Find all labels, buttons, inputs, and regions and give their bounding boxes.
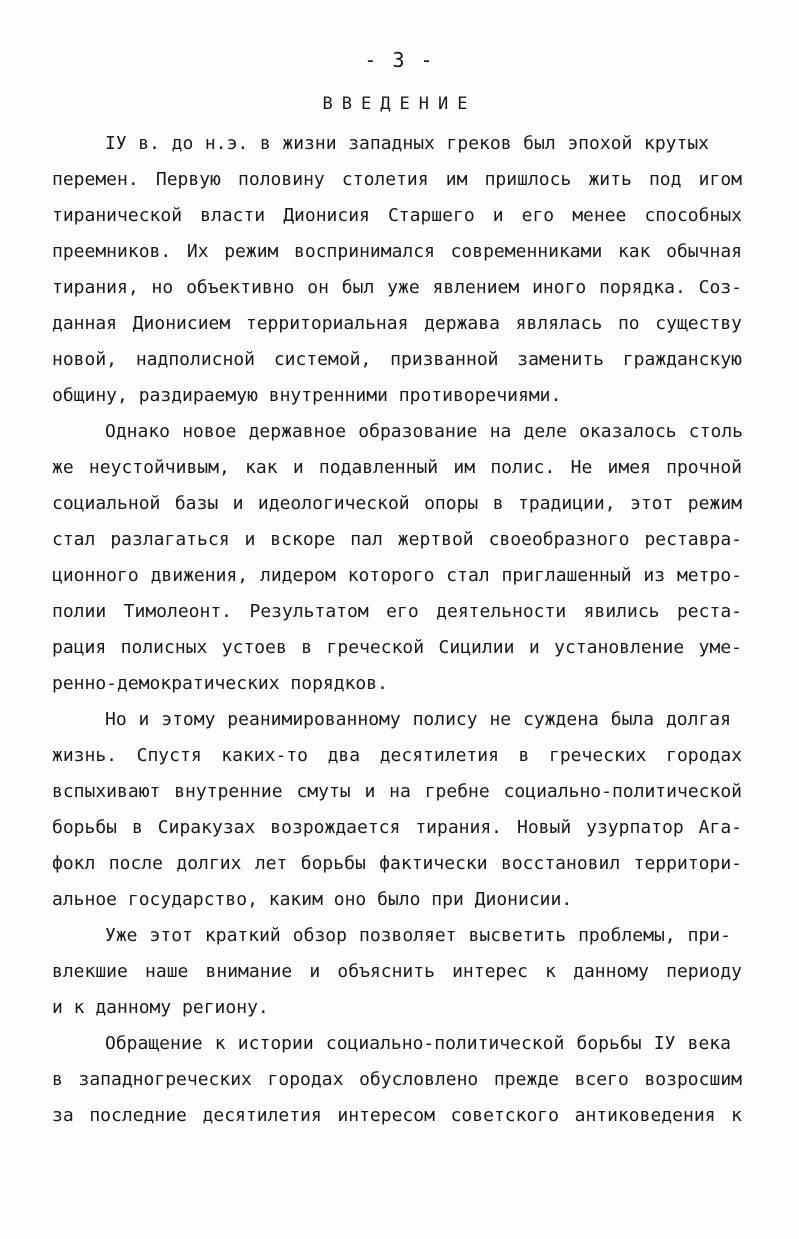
text-line: альное государство, каким оно было при Дионисии.: [52, 889, 573, 910]
section-heading: ВВЕДЕНИЕ: [322, 94, 477, 114]
text-line: жизнь. Спустя каких-то два десятилетия в греческих городах: [52, 745, 742, 766]
text-line: IУ в. до н.э. в жизни западных греков был эпохой крутых: [105, 133, 709, 154]
text-line: тиранической власти Дионисия Старшего и его менее способных: [52, 205, 742, 226]
page-number: - 3 -: [364, 48, 435, 72]
text-line: Однако новое державное образование на деле оказалось столь: [105, 421, 743, 442]
text-line: общину, раздираемую внутренними противоречиями.: [52, 385, 562, 406]
text-line: фокл после долгих лет борьбы фактически восстановил территори-: [52, 853, 742, 874]
text-line: Уже этот краткий обзор позволяет высветить проблемы, при-: [105, 925, 731, 946]
text-line: же неустойчивым, как и подавленный им полис. Не имея прочной: [52, 457, 742, 478]
text-line: ционного движения, лидером которого стал приглашенный из метро-: [52, 565, 742, 586]
text-line: Обращение к истории социально-политической борьбы IУ века: [105, 1033, 731, 1054]
text-line: влекшие наше внимание и объяснить интерес к данному периоду: [52, 961, 742, 982]
text-line: за последние десятилетия интересом советского антиковедения к: [52, 1105, 742, 1126]
text-line: стал разлагаться и вскоре пал жертвой своеобразного реставра-: [52, 529, 742, 550]
text-line: и к данному региону.: [52, 997, 269, 1018]
text-line: полии Тимолеонт. Результатом его деятельности явились реста-: [52, 601, 742, 622]
text-line: Но и этому реанимированному полису не суждена была долгая: [105, 709, 731, 730]
text-line: рация полисных устоев в греческой Сицилии и установление уме-: [52, 637, 742, 658]
text-line: ренно-демократических порядков.: [52, 673, 388, 694]
text-line: перемен. Первую половину столетия им пришлось жить под игом: [52, 169, 742, 190]
text-line: социальной базы и идеологической опоры в традиции, этот режим: [52, 493, 742, 514]
text-line: вспыхивают внутренние смуты и на гребне социально-политической: [52, 781, 742, 802]
text-line: в западногреческих городах обусловлено прежде всего возросшим: [52, 1069, 742, 1090]
text-line: преемников. Их режим воспринимался современниками как обычная: [52, 241, 742, 262]
text-line: данная Дионисием территориальная держава являлась по существу: [52, 313, 742, 334]
text-line: новой, надполисной системой, призванной заменить гражданскую: [52, 349, 742, 370]
text-line: борьбы в Сиракузах возрождается тирания. Новый узурпатор Ага-: [52, 817, 742, 838]
text-line: тирания, но объективно он был уже явлением иного порядка. Соз-: [52, 277, 742, 298]
